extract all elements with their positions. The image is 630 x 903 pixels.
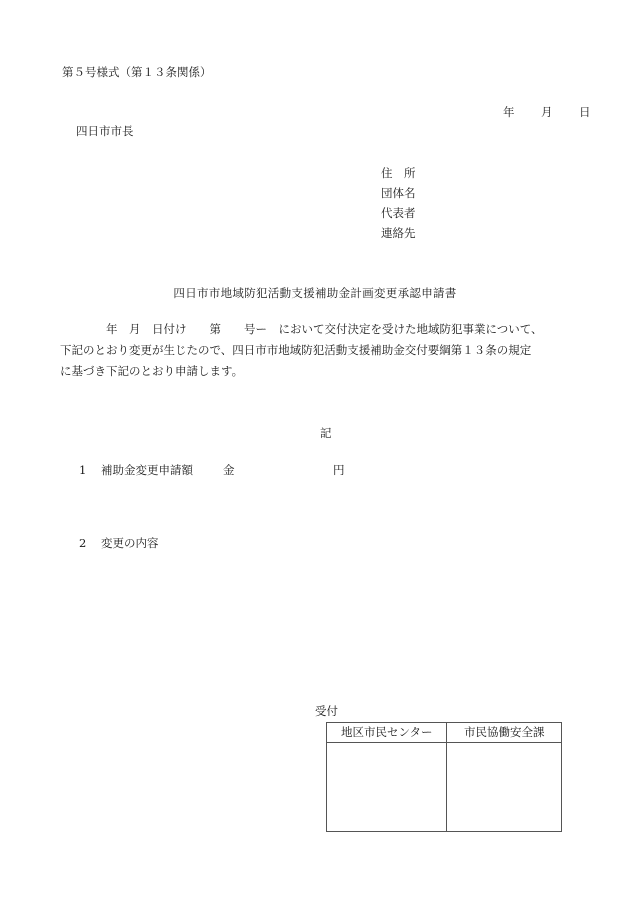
date-year: 年 (503, 105, 515, 119)
item-subsidy-amount (79, 465, 345, 477)
body-line: 下記のとおり変更が生じたので、四日市市地域防犯活動支援補助金交付要綱第１３条の規定 (60, 343, 532, 357)
receipt-label: 受付 (315, 704, 338, 718)
item-number: 1 (79, 463, 87, 477)
item-label: 変更の内容 (101, 536, 159, 550)
ki-heading: 記 (320, 426, 332, 440)
form-number: 第５号様式（第１３条関係） (62, 65, 212, 79)
receipt-column-safety-division: 市民協働安全課 (447, 723, 562, 743)
date-month: 月 (541, 105, 553, 119)
body-line: に基づき下記のとおり申請します。 (60, 364, 244, 378)
applicant-organization-label: 団体名 (381, 186, 416, 200)
applicant-fields (381, 166, 416, 246)
date-day: 日 (579, 105, 591, 119)
receipt-stamp-cell-safety-division (447, 743, 562, 832)
receipt-stamp-cell-district-center (327, 743, 447, 832)
document-title: 四日市市地域防犯活動支援補助金計画変更承認申請書 (173, 286, 457, 300)
amount-suffix: 円 (333, 463, 345, 477)
date-line (503, 107, 591, 119)
addressee: 四日市市長 (76, 124, 134, 138)
applicant-address-label: 住 所 (381, 166, 416, 180)
item-change-content (79, 538, 159, 550)
applicant-contact-label: 連絡先 (381, 226, 416, 240)
applicant-representative-label: 代表者 (381, 206, 416, 220)
receipt-table (326, 722, 562, 832)
body-paragraph (60, 322, 543, 385)
receipt-column-district-center: 地区市民センター (327, 723, 447, 743)
item-label: 補助金変更申請額 (101, 463, 193, 477)
body-line: 年 月 日付け 第 号ー において交付決定を受けた地域防犯事業について、 (60, 322, 543, 336)
amount-prefix: 金 (223, 463, 235, 477)
item-number: 2 (79, 536, 87, 550)
